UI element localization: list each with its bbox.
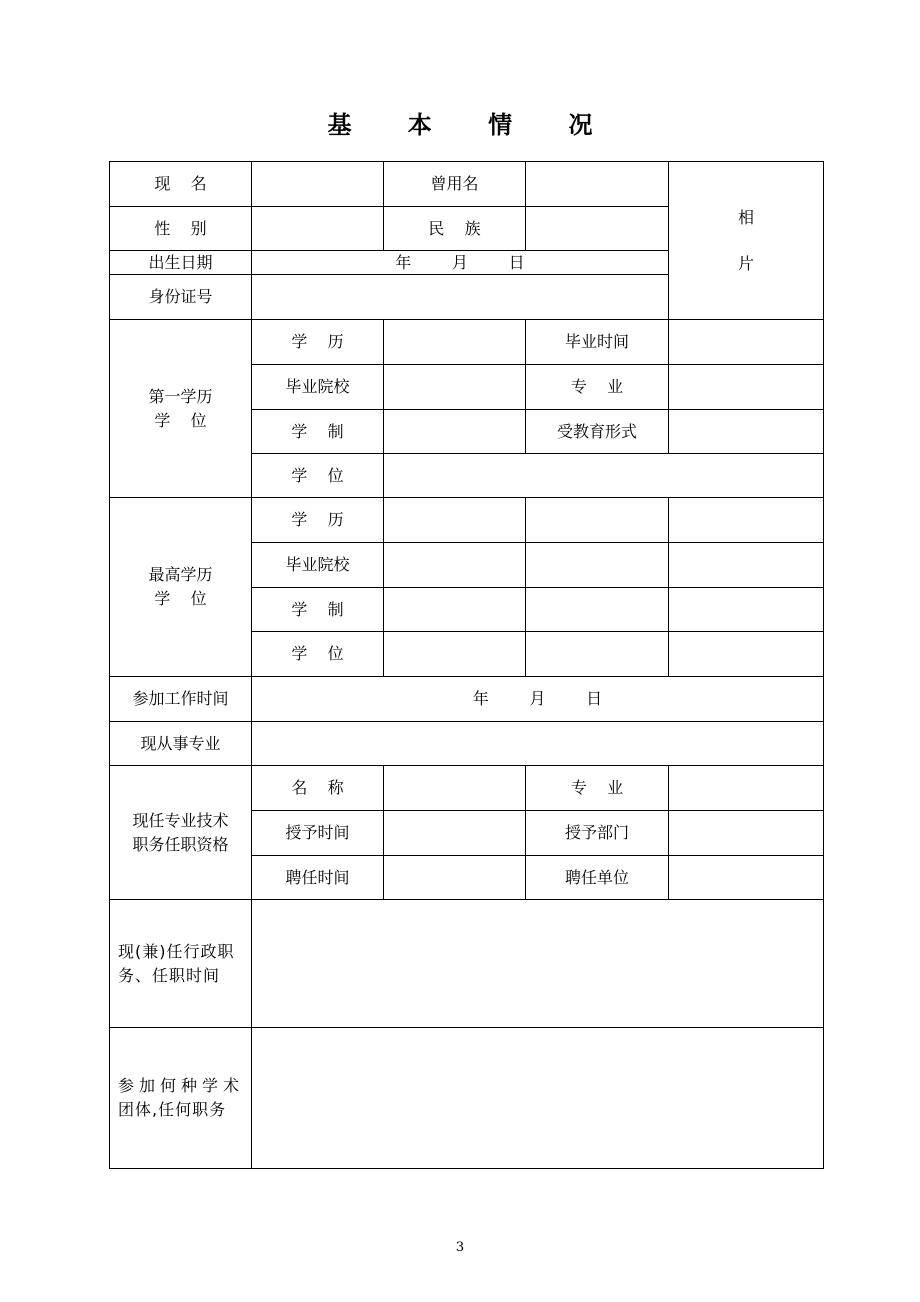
highest-education-field[interactable] [526, 498, 668, 542]
qualification-name-field[interactable] [384, 766, 525, 810]
highest-length-label: 学 制 [291, 599, 344, 619]
first-length-label: 学 制 [291, 421, 344, 441]
first-school-label: 毕业院校 [285, 377, 350, 396]
first-degree-field[interactable] [384, 454, 823, 497]
first-major-label: 专 业 [570, 377, 624, 396]
hire-unit-label: 聘任单位 [564, 867, 629, 887]
first-degree-label: 学 位 [291, 465, 344, 485]
ethnicity-field[interactable] [526, 207, 668, 250]
first-edu-form-label: 受教育形式 [556, 421, 637, 441]
highest-degree-field[interactable] [384, 632, 525, 676]
name-label: 现 名 [154, 174, 207, 193]
former-name-label: 曾用名 [430, 174, 479, 193]
gender-field[interactable] [252, 207, 383, 250]
birth-date-field[interactable]: 年 月 日 [395, 252, 525, 272]
name-field[interactable] [252, 162, 383, 206]
qualification-group-label: 现任专业技术 职务任职资格 [132, 810, 229, 854]
birth-date-label: 出生日期 [148, 252, 213, 272]
academic-group-label: 参加何种学术 团体,任何职务 [118, 1076, 245, 1119]
page-title: 基 本 情 况 [327, 110, 617, 139]
highest-length-field[interactable] [526, 588, 668, 631]
hire-time-label: 聘任时间 [285, 867, 350, 887]
highest-length-field[interactable] [384, 588, 525, 631]
highest-school-label: 毕业院校 [285, 555, 350, 574]
highest-degree-field[interactable] [669, 632, 823, 676]
highest-school-field[interactable] [526, 543, 668, 587]
highest-education-field[interactable] [669, 498, 823, 542]
highest-degree-label: 学 位 [291, 644, 344, 663]
first-major-field[interactable] [669, 365, 823, 409]
qualification-name-label: 名 称 [291, 778, 344, 797]
grant-time-label: 授予时间 [285, 823, 350, 842]
first-grad-time-field[interactable] [669, 320, 823, 364]
highest-school-field[interactable] [669, 543, 823, 587]
hire-unit-field[interactable] [669, 856, 823, 899]
current-major-field[interactable] [252, 722, 823, 765]
grant-dept-label: 授予部门 [564, 823, 629, 842]
id-number-label: 身份证号 [148, 287, 213, 306]
highest-length-field[interactable] [669, 588, 823, 631]
page-number: 3 [455, 1240, 465, 1255]
grant-dept-field[interactable] [669, 811, 823, 855]
first-grad-time-label: 毕业时间 [564, 332, 629, 351]
table-border-right [823, 161, 824, 1169]
first-length-field[interactable] [384, 410, 525, 453]
id-number-field[interactable] [252, 275, 668, 319]
hire-time-field[interactable] [384, 856, 525, 899]
admin-post-label: 现(兼)任行政职 务、任职时间 [118, 941, 235, 985]
academic-group-field[interactable] [252, 1028, 823, 1168]
qualification-major-label: 专 业 [570, 778, 624, 797]
work-start-field[interactable]: 年 月 日 [472, 689, 603, 708]
first-school-field[interactable] [384, 365, 525, 409]
gender-label: 性 别 [154, 218, 207, 238]
first-edu-form-field[interactable] [669, 410, 823, 453]
first-education-field[interactable] [384, 320, 525, 364]
qualification-major-field[interactable] [669, 766, 823, 810]
first-degree-group-label: 第一学历 学 位 [148, 386, 213, 430]
highest-degree-field[interactable] [526, 632, 668, 676]
current-major-label: 现从事专业 [140, 733, 221, 753]
ethnicity-label: 民 族 [428, 218, 481, 238]
work-start-label: 参加工作时间 [132, 689, 229, 708]
first-education-label: 学 历 [291, 332, 344, 351]
highest-degree-group-label: 最高学历 学 位 [148, 565, 213, 608]
highest-education-label: 学 历 [291, 510, 344, 529]
photo-label-1: 相 [737, 207, 754, 227]
table-border-bottom [109, 1168, 824, 1169]
photo-label-2: 片 [737, 253, 754, 273]
grant-time-field[interactable] [384, 811, 525, 855]
former-name-field[interactable] [526, 162, 668, 206]
admin-post-field[interactable] [252, 900, 823, 1027]
highest-education-field[interactable] [384, 498, 525, 542]
photo-area [669, 162, 823, 319]
highest-school-field[interactable] [384, 543, 525, 587]
